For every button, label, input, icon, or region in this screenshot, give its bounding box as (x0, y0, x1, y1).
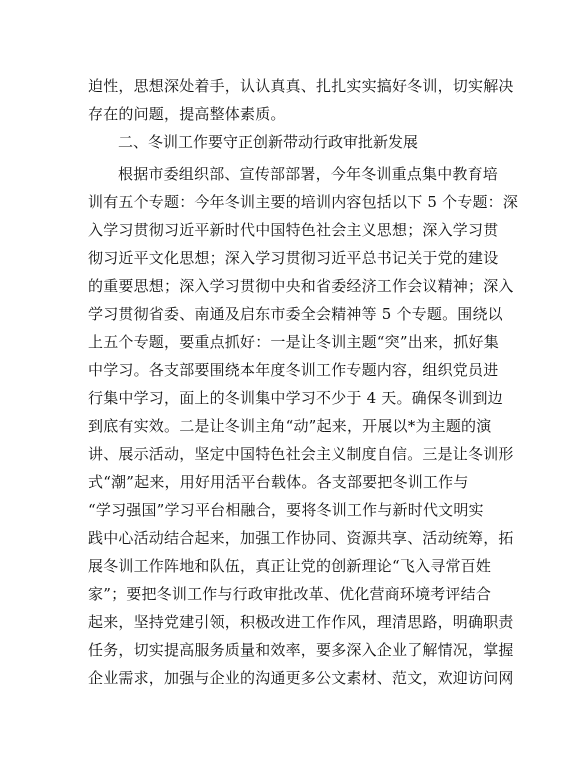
paragraph-line: 根据市委组织部、宣传部部署，今年冬训重点集中教育培 (118, 165, 499, 183)
paragraph-line: 彻习近平文化思想；深入学习贯彻习近平总书记关于党的建设 (88, 249, 499, 267)
paragraph-line: 展冬训工作阵地和队伍，真正让党的创新理论“飞入寻常百姓 (88, 557, 492, 575)
paragraph-line: 家”；要把冬训工作与行政审批改革、优化营商环境考评结合 (88, 585, 492, 603)
paragraph-line: 到底有实效。二是让冬训主角“动”起来，开展以*为主题的演 (88, 417, 492, 435)
paragraph-line: 上五个专题，要重点抓好：一是让冬训主题“突”出来，抓好集 (88, 333, 499, 351)
paragraph-line: 入学习贯彻习近平新时代中国特色社会主义思想；深入学习贯 (88, 221, 499, 239)
paragraph-line: 行集中学习，面上的冬训集中学习不少于 4 天。确保冬训到边 (88, 389, 503, 407)
paragraph-line: 的重要思想；深入学习贯彻中央和省委经济工作会议精神；深入 (88, 277, 514, 295)
paragraph-line: 企业需求，加强与企业的沟通更多公文素材、范文，欢迎访问网 (88, 669, 514, 687)
paragraph-line: 中学习。各支部要围绕本年度冬训工作专题内容，组织党员进 (88, 361, 499, 379)
paragraph-line: 践中心活动结合起来，加强工作协同、资源共享、活动统筹，拓 (88, 529, 514, 547)
paragraph-line: 训有五个专题：今年冬训主要的培训内容包括以下 5 个专题：深 (88, 193, 519, 211)
paragraph-line: 学习贯彻省委、南通及启东市委全会精神等 5 个专题。围绕以 (88, 305, 503, 323)
paragraph-line: 迫性，思想深处着手，认认真真、扎扎实实搞好冬训，切实解决 (88, 77, 514, 95)
paragraph-line: 起来，坚持党建引领，积极改进工作作风，理清思路，明确职责 (88, 613, 514, 631)
paragraph-line: 式“潮”起来，用好用活平台载体。各支部要把冬训工作与 (88, 473, 469, 491)
paragraph-line: “学习强国”学习平台相融合，要将冬训工作与新时代文明实 (88, 501, 484, 519)
paragraph-line: 任务，切实提高服务质量和效率，要多深入企业了解情况，掌握 (88, 641, 514, 659)
section-heading: 二、冬训工作要守正创新带动行政审批新发展 (118, 133, 419, 151)
paragraph-line: 存在的问题，提高整体素质。 (88, 105, 286, 123)
paragraph-line: 讲、展示活动，坚定中国特色社会主义制度自信。三是让冬训形 (88, 445, 514, 463)
